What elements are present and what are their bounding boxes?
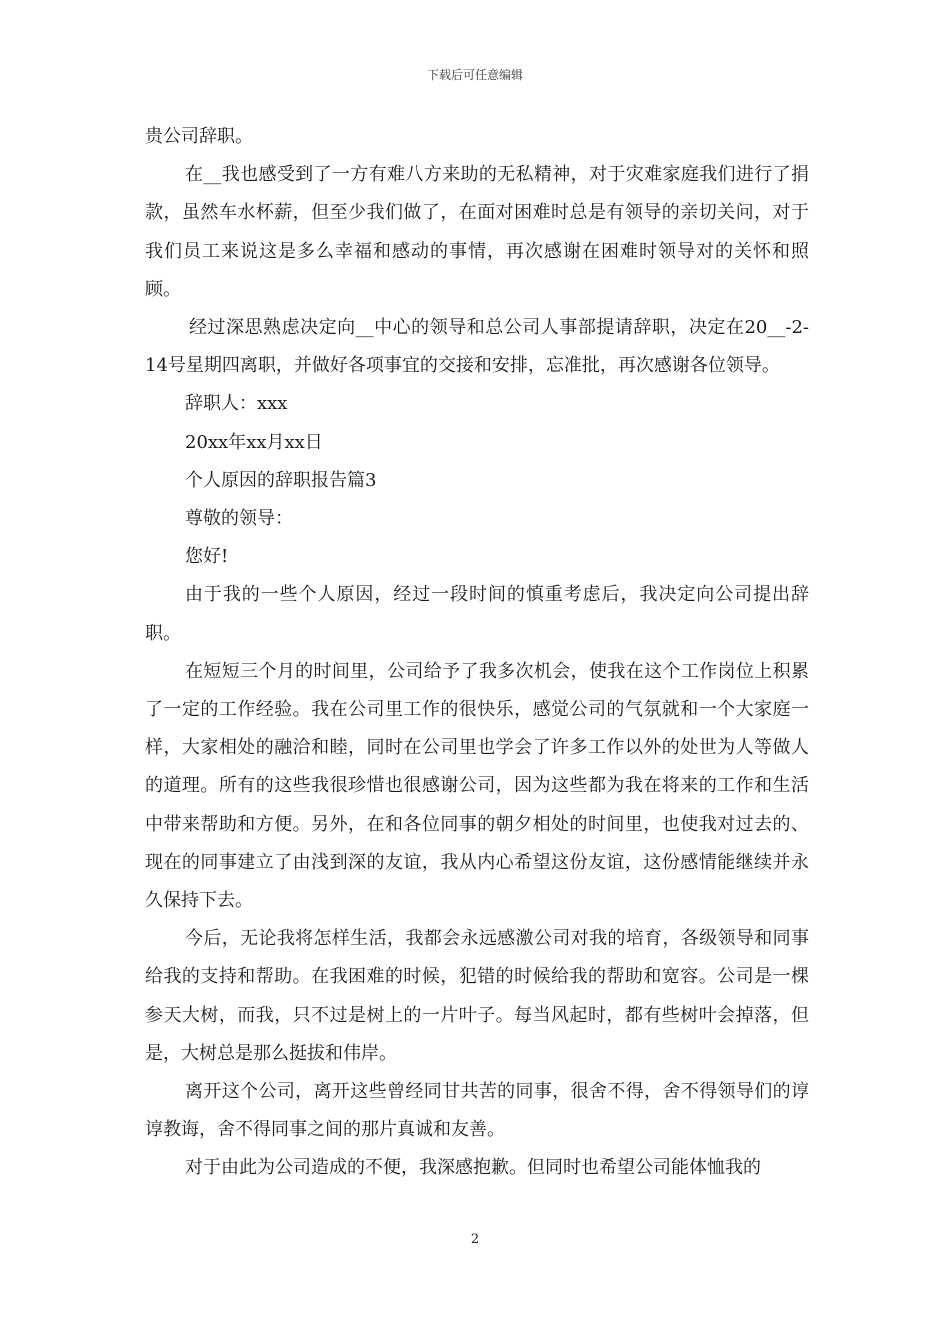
paragraph-apology: 对于由此为公司造成的不便，我深感抱歉。但同时也希望公司能体恤我的 — [185, 1157, 761, 1179]
section-title: 个人原因的辞职报告篇3 — [185, 469, 377, 491]
paragraph-gratitude: 今后，无论我将怎样生活，我都会永远感激公司对我的培育，各级领导和同事给我的支持和帮助。在我困难的时候，犯错的时候给我的帮助和宽容。公司是一棵参天大树，而我，只不过是树上的一片叶子。每当风起时，都有些树叶会掉落，但是，大树总是那么挺拔和伟岸。 — [145, 928, 809, 1064]
salutation: 尊敬的领导： — [185, 508, 293, 530]
paragraph-experience: 在短短三个月的时间里，公司给予了我多次机会，使我在这个工作岗位上积累了一定的工作经验。我在公司里工作的很快乐，感觉公司的气氛就和一个大家庭一样，大家相处的融洽和睦，同时在公司里也学会了许多工作以外的处世为人等做人的道理。所有的这些我很珍惜也很感谢公司，因为这些都为我在将来的工作和生活中带来帮助和方便。另外，在和各位同事的朝夕相处的时间里，也使我对过去的、现在的同事建立了由浅到深的友谊，我从内心希望这份友谊，这份感情能继续并永久保持下去。 — [145, 660, 809, 912]
paragraph-reason: 由于我的一些个人原因，经过一段时间的慎重考虑后，我决定向公司提出辞职。 — [145, 584, 809, 644]
paragraph-continuation: 贵公司辞职。 — [145, 126, 253, 147]
page-header-note: 下载后可任意编辑 — [426, 68, 523, 82]
paragraph-donation: 在__我也感受到了一方有难八方来助的无私精神，对于灾难家庭我们进行了捐款，虽然车水杯薪，但至少我们做了，在面对困难时总是有领导的亲切关问，对于我们员工来说这是多么幸福和感动的事情，再次感谢在困难时领导对的关怀和照顾。 — [145, 164, 809, 300]
document-body — [145, 118, 809, 1188]
paragraph-resignation-decision: 经过深思熟虑决定向__中心的领导和总公司人事部提请辞职，决定在20__-2-14号星期四离职，并做好各项事宜的交接和安排，忘准批，再次感谢各位领导。 — [145, 317, 809, 377]
date-line: 20xx年xx月xx日 — [185, 431, 323, 453]
signature-line: 辞职人：xxx — [185, 393, 288, 415]
paragraph-farewell: 离开这个公司，离开这些曾经同甘共苦的同事，很舍不得，舍不得领导们的谆谆教诲，舍不得同事之间的那片真诚和友善。 — [145, 1081, 809, 1141]
page-number: 2 — [470, 1232, 480, 1247]
greeting: 您好! — [185, 546, 229, 568]
